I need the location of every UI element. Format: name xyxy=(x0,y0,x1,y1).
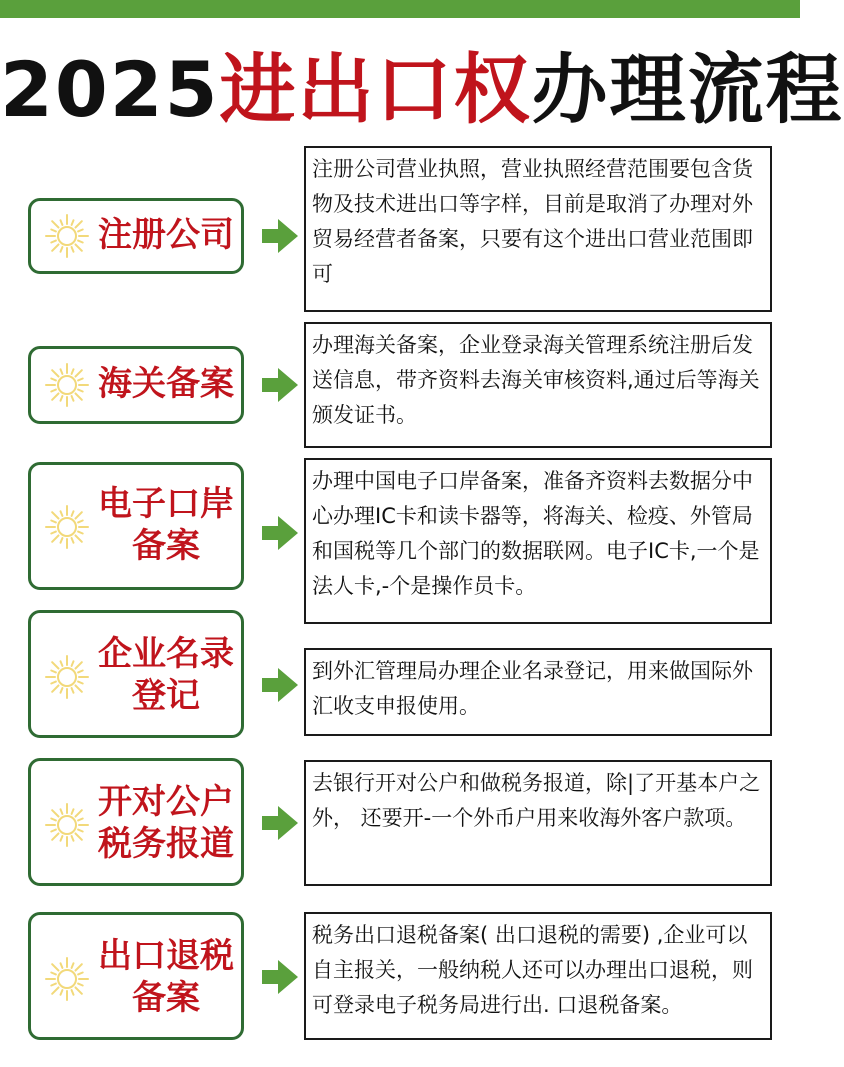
page-title xyxy=(0,40,844,140)
step-label: 企业名录 登记 xyxy=(98,634,234,716)
step-register-company xyxy=(0,146,800,312)
step-e-port-filing xyxy=(0,458,800,624)
sun-icon xyxy=(45,214,89,258)
sun-icon xyxy=(45,803,89,847)
title-year: 2025 xyxy=(0,45,220,134)
step-description: 办理海关备案，企业登录海关管理系统注册后发送信息，带齐资料去海关审核资料,通过后等海关颁发证书。 xyxy=(304,322,772,448)
step-label: 注册公司 xyxy=(98,215,234,255)
step-export-rebate-filing xyxy=(0,910,800,1042)
arrow-right-icon xyxy=(262,806,298,840)
step-label-box xyxy=(28,346,244,424)
top-accent-bar xyxy=(0,0,800,18)
sun-icon xyxy=(45,363,89,407)
step-enterprise-registration xyxy=(0,610,800,740)
step-description: 税务出口退税备案( 出口退税的需要) ,企业可以自主报关，一般纳税人还可以办理出口退税，则可登录电子税务局进行出. 口退税备案。 xyxy=(304,912,772,1040)
arrow-right-icon xyxy=(262,960,298,994)
step-label: 出口退税 备案 xyxy=(98,936,234,1018)
arrow-right-icon xyxy=(262,516,298,550)
step-bank-tax xyxy=(0,756,800,890)
step-description: 去银行开对公户和做税务报道，除|了开基本户之外， 还要开-一个外币户用来收海外客户款项。 xyxy=(304,760,772,886)
step-label: 开对公户 税务报道 xyxy=(98,782,234,864)
step-label: 电子口岸 备案 xyxy=(98,484,234,566)
sun-icon xyxy=(45,655,89,699)
step-description: 注册公司营业执照，营业执照经营范围要包含货物及技术进出口等字样，目前是取消了办理对外贸易经营者备案，只要有这个进出口营业范围即可 xyxy=(304,146,772,312)
arrow-right-icon xyxy=(262,668,298,702)
title-rest: 办理流程 xyxy=(531,45,844,134)
step-description: 办理中国电子口岸备案，准备齐资料去数据分中心办理IC卡和读卡器等，将海关、检疫、外管局和国税等几个部门的数据联网。电子IC卡,一个是法人卡,-个是操作员卡。 xyxy=(304,458,772,624)
arrow-right-icon xyxy=(262,219,298,253)
step-label-box xyxy=(28,758,244,886)
title-highlight: 进出口权 xyxy=(219,45,532,134)
arrow-right-icon xyxy=(262,368,298,402)
sun-icon xyxy=(45,957,89,1001)
step-label-box xyxy=(28,912,244,1040)
step-customs-filing xyxy=(0,322,800,448)
step-description: 到外汇管理局办理企业名录登记，用来做国际外汇收支申报使用。 xyxy=(304,648,772,736)
step-label-box xyxy=(28,462,244,590)
step-label: 海关备案 xyxy=(98,364,234,404)
sun-icon xyxy=(45,505,89,549)
step-label-box xyxy=(28,610,244,738)
step-label-box xyxy=(28,198,244,274)
